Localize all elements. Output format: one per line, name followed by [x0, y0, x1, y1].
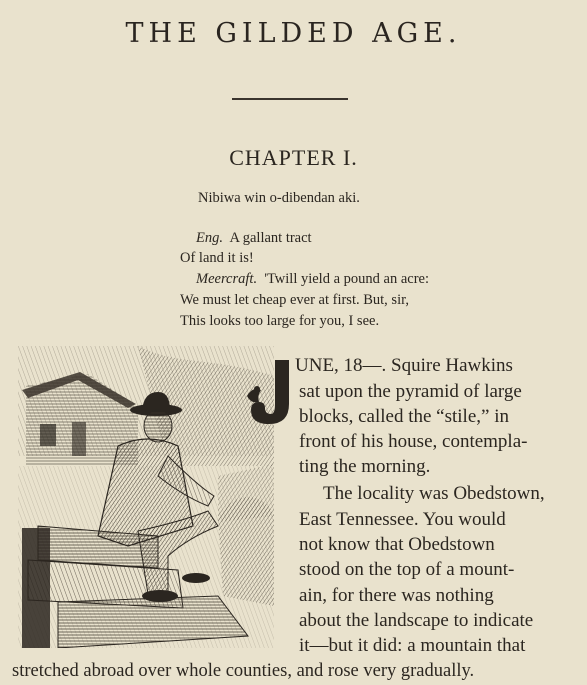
body-line: ting the morning. [299, 456, 431, 477]
epigraph-text: 'Twill yield a pound an acre: [264, 271, 429, 287]
epigraph-speaker: Meercraft. [196, 271, 258, 287]
body-line: not know that Obedstown [299, 534, 495, 555]
body-line: it—but it did: a mountain that [299, 635, 526, 656]
body-line: UNE, 18—. Squire Hawkins [295, 355, 513, 376]
body-line: front of his house, contempla- [299, 431, 528, 452]
book-title: THE GILDED AGE. [125, 18, 462, 49]
engraving-illustration [18, 346, 274, 648]
title-rule [232, 98, 348, 100]
body-line: ain, for there was nothing [299, 585, 494, 606]
epigraph-text: A gallant tract [229, 230, 312, 246]
body-line: blocks, called the “stile,” in [299, 406, 509, 427]
body-line: stretched abroad over whole counties, and rose very gradually. [12, 661, 475, 681]
body-line: about the landscape to indicate [299, 610, 534, 631]
epigraph-text: Of land it is! [180, 250, 254, 266]
chapter-heading: CHAPTER I. [229, 145, 358, 170]
epigraph-line [180, 292, 409, 309]
epigraph-speaker: Eng. [196, 230, 223, 246]
body-line: stood on the top of a mount- [299, 559, 515, 580]
body-line: East Tennessee. You would [299, 509, 506, 530]
body-line: sat upon the pyramid of large [299, 381, 522, 402]
epigraph-text: This looks too large for you, I see. [180, 313, 380, 329]
epigraph-heading: Nibiwa win o-dibendan aki. [198, 190, 360, 206]
epigraph-line [196, 271, 429, 288]
epigraph-line [180, 250, 254, 267]
epigraph-line [180, 313, 379, 330]
epigraph-text: We must let cheap ever at first. But, sir, [180, 292, 409, 308]
epigraph-line [196, 230, 312, 247]
drop-cap-j-icon [245, 356, 293, 428]
body-line: The locality was Obedstown, [323, 483, 545, 504]
